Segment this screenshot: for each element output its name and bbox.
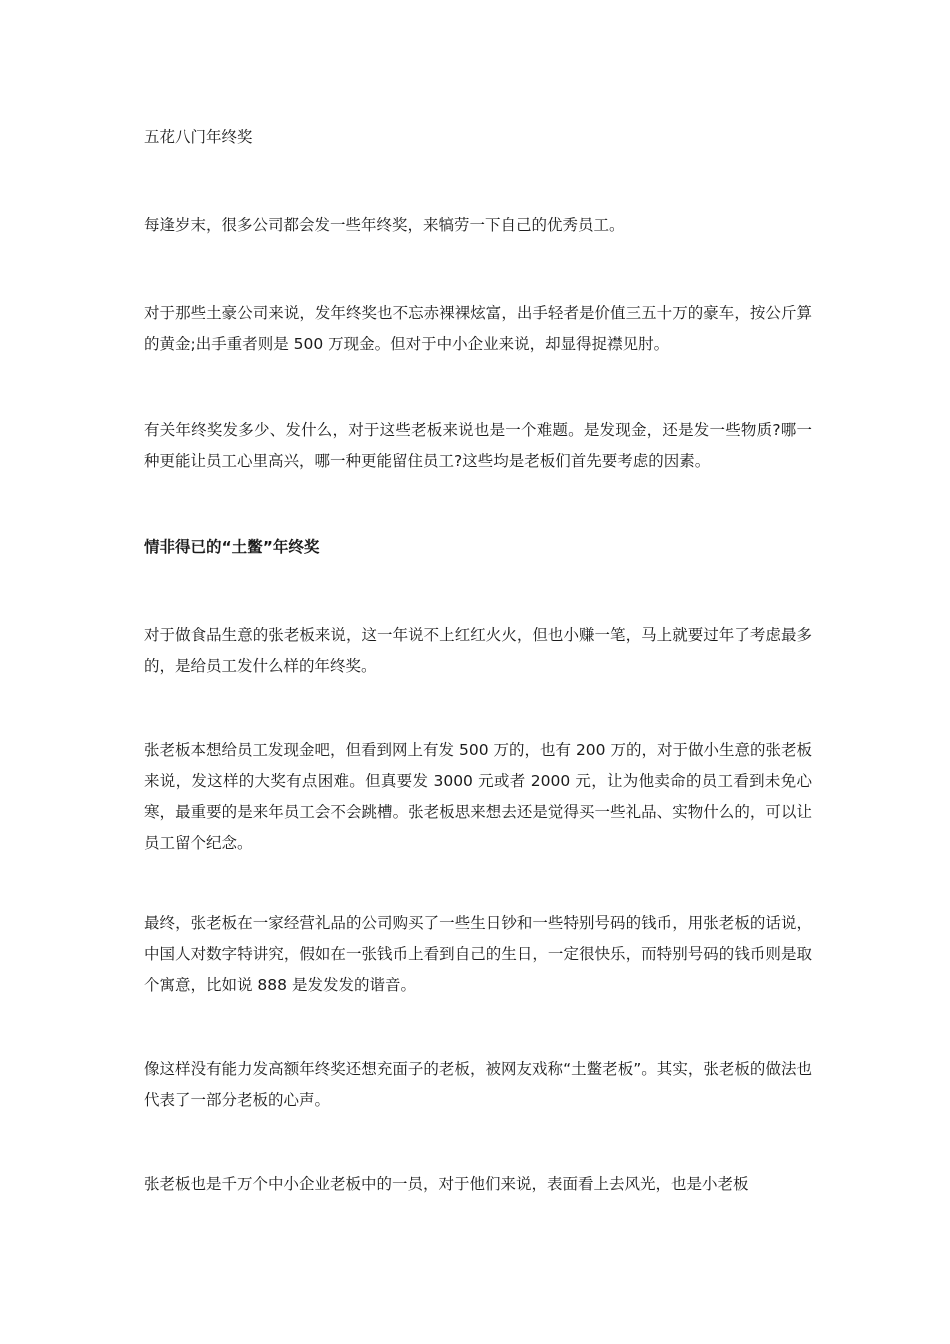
section-heading: 情非得已的“土鳖”年终奖 — [144, 538, 320, 556]
section-paragraph-3: 最终，张老板在一家经营礼品的公司购买了一些生日钞和一些特别号码的钱币，用张老板的话说，中国人对数字特讲究，假如在一张钱币上看到自己的生日，一定很快乐，而特别号码的钱币则是取个寓意，比如说 888 是发发发的谐音。 — [144, 914, 812, 994]
section-paragraph-5: 张老板也是千万个中小企业老板中的一员，对于他们来说，表面看上去风光，也是小老板 — [144, 1175, 749, 1193]
section-paragraph-4: 像这样没有能力发高额年终奖还想充面子的老板，被网友戏称“土鳖老板”。其实，张老板的做法也代表了一部分老板的心声。 — [144, 1060, 812, 1109]
document-title: 五花八门年终奖 — [144, 128, 253, 146]
paragraph-1: 每逢岁末，很多公司都会发一些年终奖，来犒劳一下自己的优秀员工。 — [144, 216, 625, 234]
section-paragraph-2: 张老板本想给员工发现金吧，但看到网上有发 500 万的，也有 200 万的，对于做小生意的张老板来说，发这样的大奖有点困难。但真要发 3000 元或者 2000 元，让为他卖命的员工看到未免心寒，最重要的是来年员工会不会跳槽。张老板思来想去还是觉得买一些礼品、实物什么的，可以让员工留个纪念。 — [144, 741, 812, 852]
paragraph-2: 对于那些土豪公司来说，发年终奖也不忘赤裸裸炫富，出手轻者是价值三五十万的豪车，按公斤算的黄金;出手重者则是 500 万现金。但对于中小企业来说，却显得捉襟见肘。 — [144, 304, 812, 353]
section-paragraph-1: 对于做食品生意的张老板来说，这一年说不上红红火火，但也小赚一笔，马上就要过年了考虑最多的，是给员工发什么样的年终奖。 — [144, 626, 812, 675]
paragraph-3: 有关年终奖发多少、发什么，对于这些老板来说也是一个难题。是发现金，还是发一些物质?哪一种更能让员工心里高兴，哪一种更能留住员工?这些均是老板们首先要考虑的因素。 — [144, 421, 812, 470]
